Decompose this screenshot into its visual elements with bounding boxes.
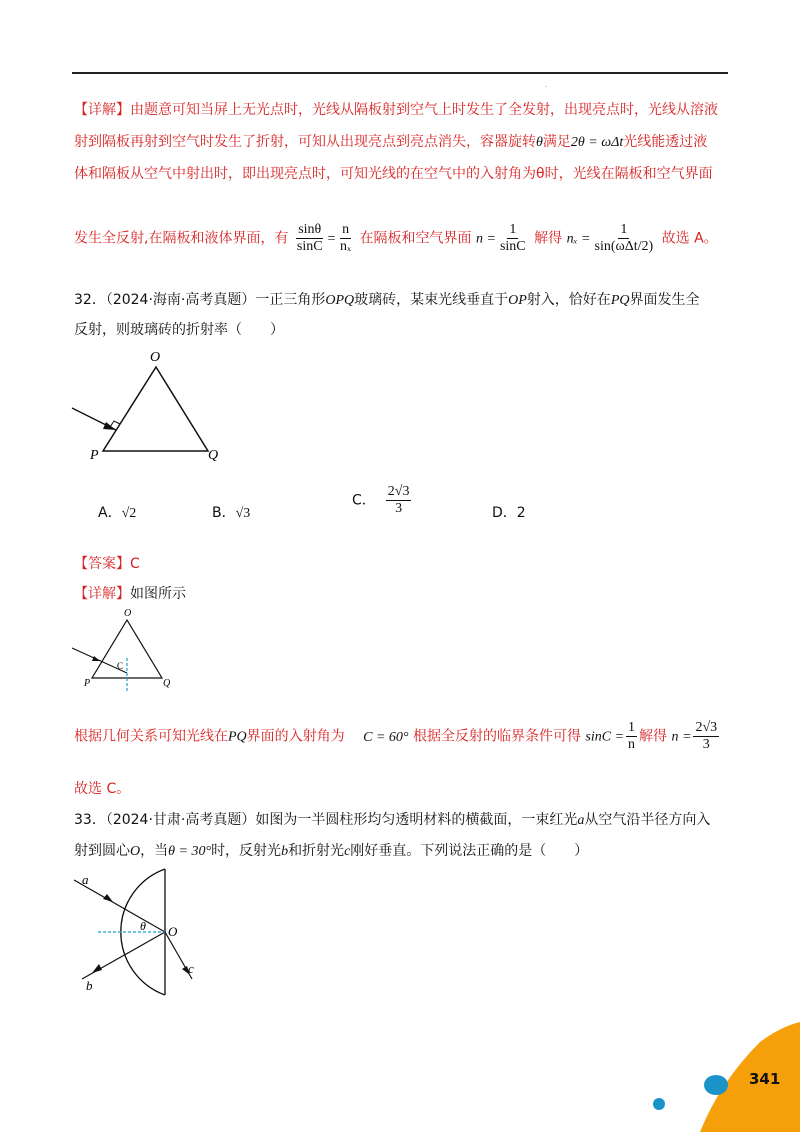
- svg-text:θ: θ: [140, 919, 146, 933]
- footer-dots: [648, 1070, 728, 1115]
- detail-text: 在隔板和空气界面: [359, 230, 472, 247]
- question-number: 32．: [74, 292, 106, 308]
- n-equals: n =: [476, 231, 496, 247]
- detail-32-head: 【详解】如图所示: [74, 586, 186, 602]
- detail32-conclusion: 故选 C。: [74, 781, 131, 797]
- option-b[interactable]: B．√3: [212, 505, 251, 521]
- option-d[interactable]: D．2: [492, 505, 526, 521]
- q33-semicircle-figure: [70, 866, 210, 996]
- q33-line-1: 33．（2024·甘肃·高考真题）如图为一半圆柱形均匀透明材料的横截面，一束红光a从空气沿半径方向入: [74, 812, 711, 828]
- detail-text: 由题意可知当屏上无光点时，光线从隔板射到空气上时发生了全发射，出现亮点时，光线从溶液: [130, 102, 718, 118]
- detail-text: 发生全反射,在隔板和液体界面，有: [74, 230, 289, 247]
- q33-line-2: 射到圆心O，当θ = 30°时，反射光b和折射光c刚好垂直。下列说法正确的是（ ）: [74, 843, 589, 859]
- fraction-nx: $\frac{1}{\text{sin(ωΔt/2)}}$: [594, 222, 654, 254]
- nx-equals: nₓ =: [566, 231, 591, 247]
- detail-label: 【详解】: [74, 102, 130, 118]
- page-number: 341: [749, 1070, 781, 1088]
- header-mark: .: [545, 80, 548, 89]
- label-q: Q: [208, 448, 219, 463]
- svg-text:P: P: [84, 678, 91, 689]
- theta-symbol: θ: [536, 135, 543, 150]
- fraction-sin-theta-sin-c: $\frac{\sin\theta}{\sin C}$: [296, 222, 323, 254]
- detail-conclusion: 故选 A。: [661, 230, 718, 247]
- detail-text: 满足: [542, 134, 571, 150]
- label-o: O: [150, 350, 161, 365]
- svg-text:Q: Q: [163, 678, 171, 689]
- option-c[interactable]: C． $\frac{2√3}{3}$: [352, 484, 410, 516]
- detail-line-3: [74, 163, 713, 183]
- label-p: P: [90, 448, 99, 463]
- svg-text:b: b: [86, 978, 93, 993]
- option-a[interactable]: A．√2: [98, 505, 137, 521]
- q32-line-2: 反射，则玻璃砖的折射率（ ）: [74, 322, 284, 338]
- detail-line-1: [74, 99, 718, 119]
- detail-text: 光线能透过液: [623, 134, 708, 150]
- answer-32: 【答案】C: [74, 556, 140, 572]
- svg-text:a: a: [82, 872, 89, 887]
- equals: =: [326, 231, 337, 247]
- rotation-formula: 2θ = ωΔt: [570, 135, 624, 150]
- detail-line-4: [74, 222, 718, 255]
- detail-line-2: [74, 131, 707, 151]
- fraction-n-nx: $\frac{n}{\text{nₓ}}$: [340, 222, 352, 254]
- detail32-figure: [70, 606, 185, 691]
- fraction-1-sinc: $\frac{1}{\sin C}$: [499, 222, 526, 254]
- q32-triangle-figure: [70, 345, 240, 470]
- svg-text:O: O: [124, 608, 132, 619]
- header-rule: [72, 72, 728, 74]
- question-source: （2024·海南·高考真题）: [105, 292, 256, 308]
- svg-text:C: C: [117, 661, 124, 671]
- detail-text: 射到隔板再射到空气时发生了折射，可知从出现亮点到亮点消失，容器旋转: [74, 134, 536, 150]
- detail-text: 解得: [534, 230, 563, 247]
- q32-line-1: 32．（2024·海南·高考真题）一正三角形OPQ玻璃砖，某束光线垂直于OP射入，恰好在PQ界面发生全: [74, 292, 700, 308]
- svg-text:c: c: [188, 961, 194, 976]
- detail32-line: 根据几何关系可知光线在PQ界面的入射角为 C = 60° 根据全反射的临界条件可得 sinC = $\frac{1}{n}$ 解得 n = $\frac{2√3}{3}$: [74, 720, 718, 752]
- svg-text:O: O: [168, 924, 178, 939]
- detail-text: 体和隔板从空气中射出时，即出现亮点时，可知光线的在空气中的入射角为θ时，光线在隔板和空气界面: [74, 166, 713, 182]
